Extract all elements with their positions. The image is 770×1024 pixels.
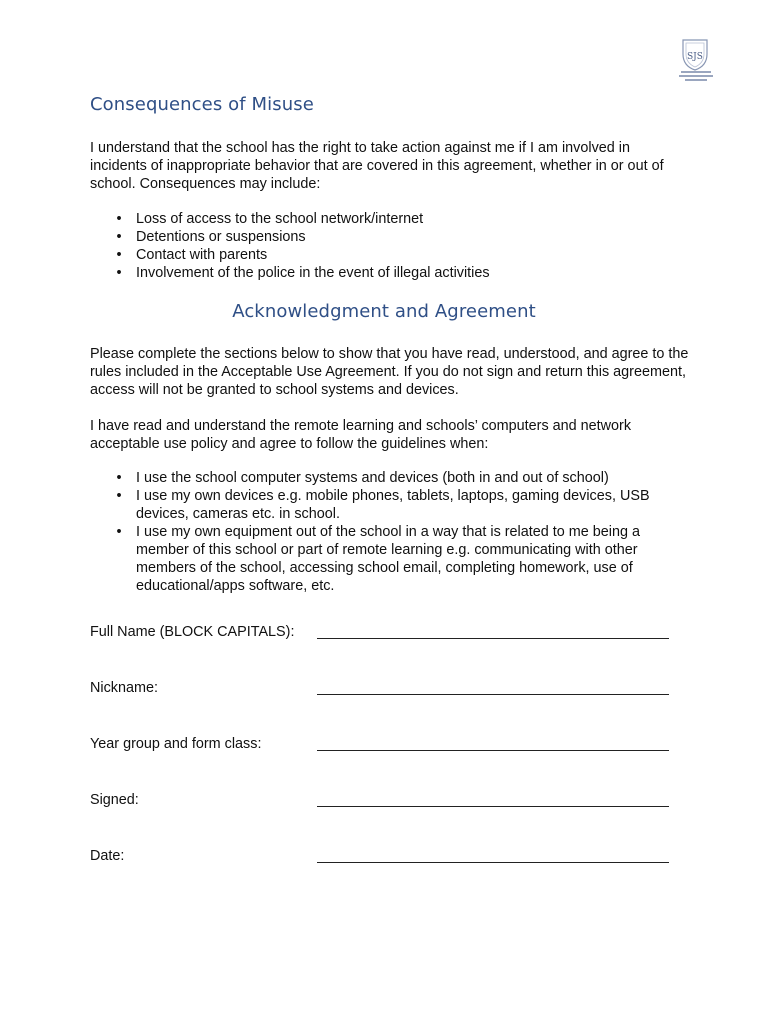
signed-label: Signed: (90, 792, 139, 808)
list-item-text: I use my own equipment out of the school in a way that is related to me being a member of this school or part of remote learning e.g. communicating with other members of the school, accessing school email, completing homework, use of educational/apps software, etc. (136, 524, 640, 594)
form-row-date (90, 847, 690, 867)
consequences-list (90, 210, 690, 282)
agreement-heading-text: Acknowledgment and Agreement (232, 301, 536, 322)
consequences-intro: I understand that the school has the right to take action against me if I am involved in incidents of inappropriate behavior that are covered in this agreement, whether in or out of school. Consequences may include: (90, 140, 664, 192)
bullet-icon: • (116, 488, 122, 504)
list-item (90, 523, 690, 595)
form-row-year-group (90, 735, 690, 755)
bullet-icon: • (116, 265, 122, 281)
list-item (90, 469, 690, 487)
list-item-text: Contact with parents (136, 247, 268, 263)
nickname-label: Nickname: (90, 680, 158, 696)
bullet-icon: • (116, 229, 122, 245)
list-item (90, 246, 690, 264)
full-name-field[interactable] (317, 638, 669, 639)
date-field[interactable] (317, 862, 669, 863)
full-name-label: Full Name (BLOCK CAPITALS): (90, 624, 295, 640)
list-item (90, 228, 690, 246)
list-item-text: Loss of access to the school network/internet (136, 211, 424, 227)
signature-field[interactable] (317, 806, 669, 807)
list-item (90, 264, 690, 282)
year-group-label: Year group and form class: (90, 736, 262, 752)
logo-monogram: SJS (687, 52, 703, 62)
bullet-icon: • (116, 247, 122, 263)
list-item (90, 487, 690, 523)
nickname-field[interactable] (317, 694, 669, 695)
list-item-text: Involvement of the police in the event of illegal activities (136, 265, 490, 281)
agreement-heading (0, 301, 770, 322)
logo-caption (678, 71, 714, 83)
list-item-text: Detentions or suspensions (136, 229, 306, 245)
form-row-signed (90, 791, 690, 811)
bullet-icon: • (116, 211, 122, 227)
agreement-conditions-list (90, 469, 690, 595)
year-group-field[interactable] (317, 750, 669, 751)
list-item-text: I use my own devices e.g. mobile phones, tablets, laptops, gaming devices, USB devices, cameras etc. in school. (136, 488, 650, 522)
list-item-text: I use the school computer systems and devices (both in and out of school) (136, 470, 609, 486)
bullet-icon: • (116, 470, 122, 486)
bullet-icon: • (116, 524, 122, 540)
date-label: Date: (90, 848, 125, 864)
form-row-nickname (90, 679, 690, 699)
consequences-heading: Consequences of Misuse (90, 94, 314, 115)
form-row-full-name (90, 623, 690, 643)
agreement-statement: I have read and understand the remote learning and schools’ computers and network acceptable use policy and agree to follow the guidelines when: (90, 418, 632, 452)
list-item (90, 210, 690, 228)
agreement-instructions: Please complete the sections below to show that you have read, understood, and agree to the rules included in the Acceptable Use Agreement. If you do not sign and return this agreement, access will not be granted to school systems and devices. (90, 346, 689, 398)
